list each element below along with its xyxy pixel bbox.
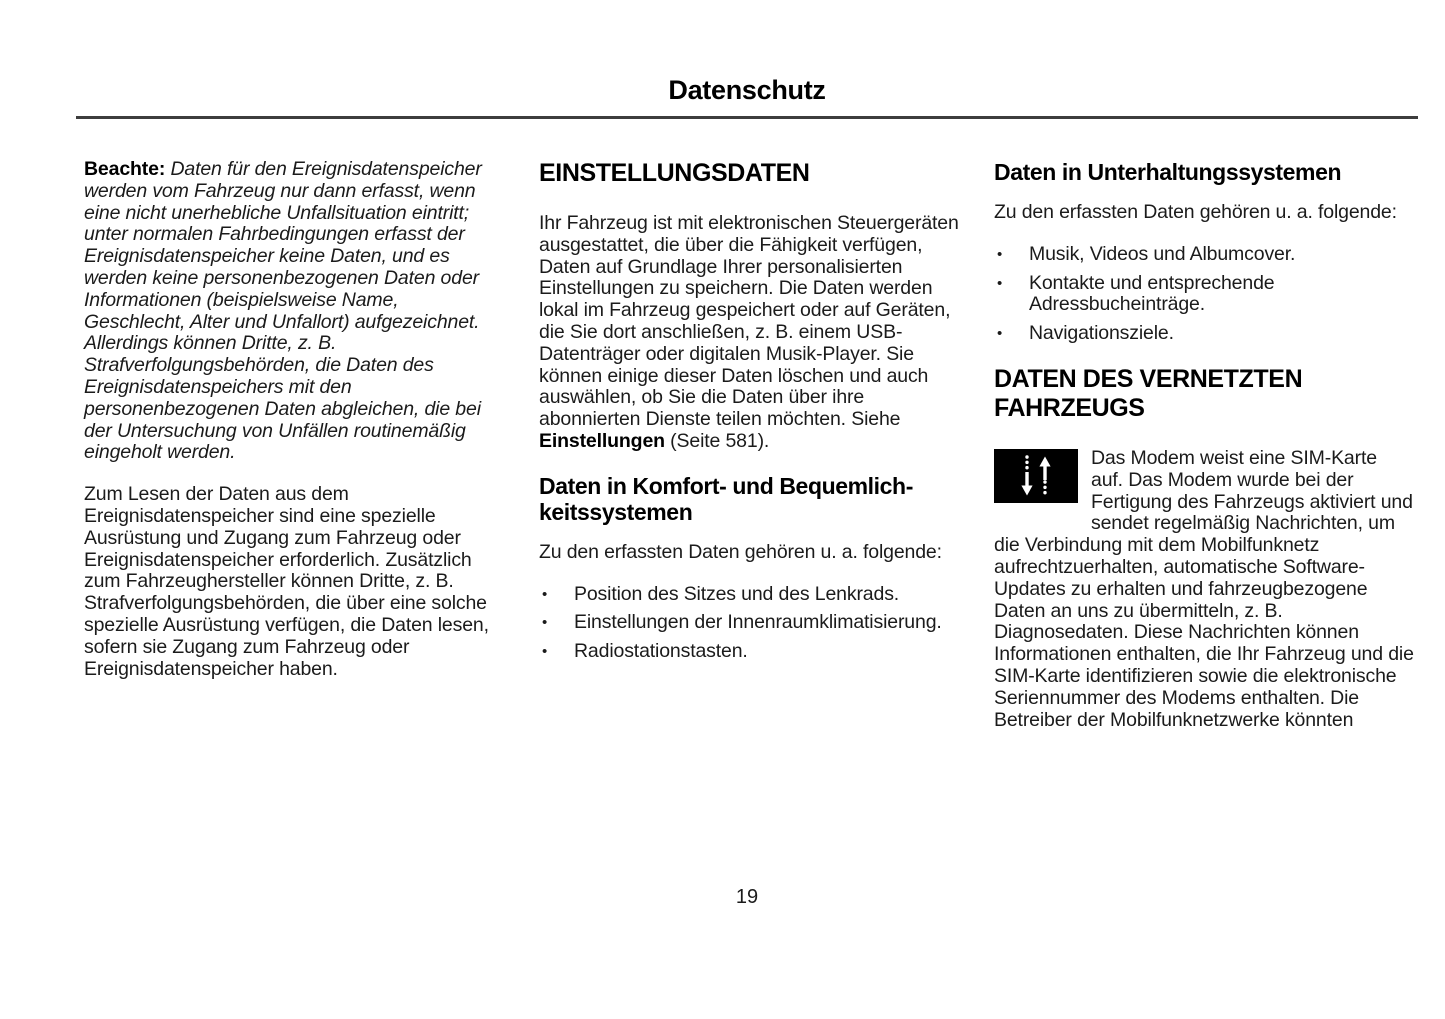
content-columns xyxy=(84,159,1414,751)
settings-reference-label: Einstellungen xyxy=(539,429,665,452)
column-left xyxy=(84,159,504,751)
settings-data-heading: EINSTELLUNGSDATEN xyxy=(539,159,810,187)
connected-vehicle-heading: DATEN DES VERNETZTEN FAHRZEUGS xyxy=(994,364,1303,422)
event-data-recorder-note xyxy=(84,159,504,464)
page-title: Datenschutz xyxy=(668,75,826,105)
list-item: • Einstellungen der Innenraumklimatisierung. xyxy=(539,612,959,634)
connected-vehicle-paragraph: Das Modem weist eine SIM-Karte auf. Das Modem wurde bei der Fertigung des Fahrzeugs aktiviert und sendet regelmäßig Nachrichten, um die Verbindung mit dem Mobilfunknetz aufrechtzuerhalten, automatische Software-Updates zu erhalten und fahrzeugbezogene Daten an uns zu übermitteln, z. B. Diagnosedaten. Diese Nachrichten können Informationen enthalten, die Ihr Fahrzeug und die SIM-Karte identifizieren sowie die elektronische Seriennummer des Modems enthalten. Die Betreiber der Mobilfunknetzwerke könnten xyxy=(994,446,1414,731)
entertainment-systems-intro: Zu den erfassten Daten gehören u. a. folgende: xyxy=(994,201,1397,223)
note-label: Beachte: xyxy=(84,158,166,180)
list-item: • Musik, Videos und Albumcover. xyxy=(994,244,1414,266)
list-item: • Radiostationstasten. xyxy=(539,641,959,663)
page-number: 19 xyxy=(735,886,759,908)
note-text: Daten für den Ereignisdatenspeicher werden vom Fahrzeug nur dann erfasst, wenn eine nicht unerhebliche Unfallsituation eintritt; unter normalen Fahrbedingungen erfasst der Ereignisdatenspeicher keine Daten, und es werden keine personenbezogenen Daten oder Informationen (beispielsweise Name, Geschlecht, Alter und Unfallort) aufgezeichnet. Allerdings können Dritte, z. B. Strafverfolgungsbehörden, die Daten des Ereignisdatenspeichers mit den personenbezogenen Daten abgleichen, die bei der Untersuchung von Unfällen routinemäßig eingeholt werden. xyxy=(84,158,482,464)
list-item: • Position des Sitzes und des Lenkrads. xyxy=(539,584,959,606)
entertainment-systems-list xyxy=(994,244,1414,345)
entertainment-systems-heading: Daten in Unterhaltungssystemen xyxy=(994,159,1342,185)
list-item: • Kontakte und entsprechende Adressbucheinträge. xyxy=(994,273,1414,317)
header-divider xyxy=(76,116,1418,119)
comfort-systems-list xyxy=(539,584,959,663)
data-upload-download-icon xyxy=(994,449,1078,503)
connected-vehicle-block xyxy=(994,448,1414,731)
event-data-recorder-paragraph: Zum Lesen der Daten aus dem Ereignisdatenspeicher sind eine spezielle Ausrüstung und Zugang zum Fahrzeug oder Ereignisdatenspeicher erforderlich. Zusätzlich zum Fahrzeughersteller können Dritte, z. B. Strafverfolgungsbehörden, die über eine solche spezielle Ausrüstung verfügen, die Daten lesen, sofern sie Zugang zum Fahrzeug oder Ereignisdatenspeicher haben. xyxy=(84,483,489,680)
settings-data-text: Ihr Fahrzeug ist mit elektronischen Steuergeräten ausgestattet, die über die Fähigkeit verfügen, Daten auf Grundlage Ihrer personalisierten Einstellungen zu speichern. Die Daten werden lokal im Fahrzeug gespeichert oder auf Geräten, die Sie dort anschließen, z. B. einem USB-Datenträger oder digitalen Musik-Player. Sie können einige dieser Daten löschen und auch auswählen, ob Sie die Daten über ihre abonnierten Dienste teilen möchten. Siehe xyxy=(539,212,959,431)
settings-data-paragraph xyxy=(539,213,959,453)
settings-reference-suffix: (Seite 581). xyxy=(664,429,770,452)
list-item: • Navigationsziele. xyxy=(994,323,1414,345)
comfort-systems-intro: Zu den erfassten Daten gehören u. a. folgende: xyxy=(539,540,942,563)
comfort-systems-heading: Daten in Komfort- und Bequemlich-keitssystemen xyxy=(539,472,913,525)
column-middle xyxy=(539,159,959,751)
column-right xyxy=(994,159,1414,751)
